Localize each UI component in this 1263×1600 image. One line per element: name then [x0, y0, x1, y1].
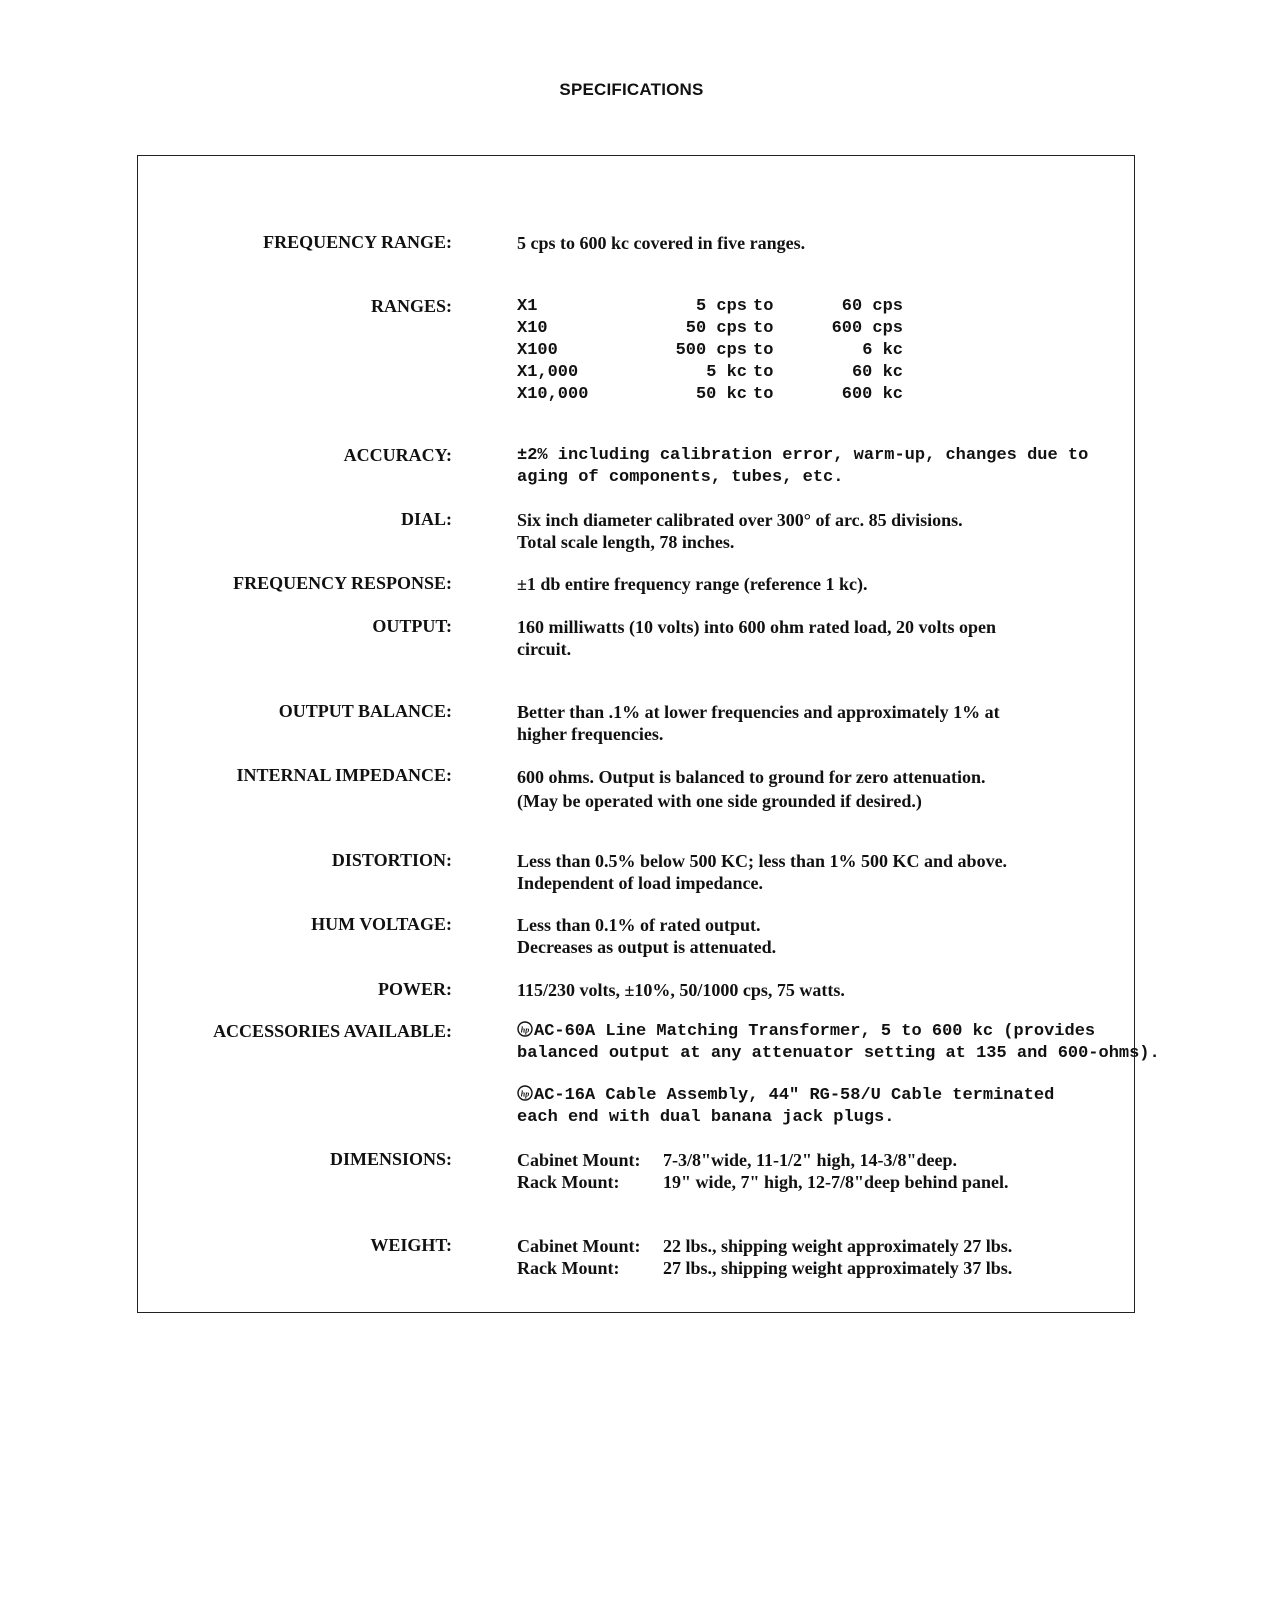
spec-value-line	[517, 1235, 1117, 1257]
spec-value	[517, 914, 1117, 958]
spec-label: DISTORTION:	[331, 850, 452, 870]
range-multiplier: X10	[517, 319, 548, 338]
range-to: to	[753, 363, 774, 382]
spec-value	[517, 850, 1117, 894]
spec-value-line: 160 milliwatts (10 volts) into 600 ohm rated load, 20 volts open	[517, 617, 996, 637]
spec-label: ACCURACY:	[343, 445, 452, 465]
spec-value-line	[517, 1021, 1127, 1043]
ranges-table	[517, 296, 903, 406]
range-high: 60 kc	[851, 363, 903, 382]
spec-label: ACCESSORIES AVAILABLE:	[213, 1021, 452, 1041]
range-to: to	[753, 319, 774, 338]
range-multiplier: X10,000	[517, 385, 589, 404]
spec-label: WEIGHT:	[370, 1235, 452, 1255]
page-title: SPECIFICATIONS	[559, 80, 704, 99]
hp-logo-icon	[517, 1085, 533, 1101]
spec-value-line: circuit.	[517, 639, 572, 659]
spec-value-line: ±2% including calibration error, warm-up, changes due to	[517, 446, 1089, 465]
accessory-text: AC-60A Line Matching Transformer, 5 to 600 kc (provides	[534, 1022, 1096, 1041]
spec-value-line: each end with dual banana jack plugs.	[517, 1108, 895, 1127]
spec-value	[517, 616, 1117, 660]
spec-value	[517, 232, 1117, 254]
range-row	[517, 362, 903, 384]
spec-label: OUTPUT BALANCE:	[278, 701, 452, 721]
spec-value-line: Less than 0.1% of rated output.	[517, 915, 761, 935]
mount-value: 7-3/8"wide, 11-1/2" high, 14-3/8"deep.	[663, 1150, 957, 1170]
spec-value	[517, 1149, 1117, 1193]
spec-value-line	[517, 1257, 1117, 1279]
mount-value: 22 lbs., shipping weight approximately 27 lbs.	[663, 1236, 1013, 1256]
spec-label: INTERNAL IMPEDANCE:	[236, 765, 452, 785]
spec-value-line	[517, 1171, 1117, 1193]
spec-value	[517, 445, 1117, 489]
spec-label: DIAL:	[400, 509, 452, 529]
mount-type: Rack Mount:	[517, 1258, 620, 1278]
spec-value-line: Total scale length, 78 inches.	[517, 532, 735, 552]
spec-value	[517, 573, 1117, 595]
spec-value-line	[517, 1149, 1117, 1171]
spec-value-line	[517, 1085, 1127, 1107]
range-to: to	[753, 385, 774, 404]
spec-value-line: 115/230 volts, ±10%, 50/1000 cps, 75 watts.	[517, 980, 845, 1000]
svg-text:hp: hp	[520, 1025, 530, 1035]
mount-type: Rack Mount:	[517, 1172, 620, 1192]
spec-value-line: higher frequencies.	[517, 724, 664, 744]
mount-type: Cabinet Mount:	[517, 1150, 641, 1170]
mount-type: Cabinet Mount:	[517, 1236, 641, 1256]
spec-label: DIMENSIONS:	[329, 1149, 452, 1169]
range-multiplier: X100	[517, 341, 558, 360]
spec-value	[517, 765, 1117, 813]
range-low: 50 kc	[695, 385, 747, 404]
range-low: 50 cps	[685, 319, 747, 338]
spec-label: OUTPUT:	[372, 616, 452, 636]
spec-label: POWER:	[378, 979, 452, 999]
range-low: 5 cps	[695, 297, 747, 316]
spec-value	[517, 1021, 1160, 1129]
spec-value-line: 5 cps to 600 kc covered in five ranges.	[517, 233, 806, 253]
spec-value	[517, 979, 1117, 1001]
spec-value-line: 600 ohms. Output is balanced to ground for zero attenuation.	[517, 767, 986, 787]
spec-value-line: (May be operated with one side grounded if desired.)	[517, 791, 922, 811]
spec-label: HUM VOLTAGE:	[311, 914, 452, 934]
range-row	[517, 296, 903, 318]
range-low: 500 cps	[675, 341, 747, 360]
spacer	[517, 1065, 1127, 1085]
range-high: 600 cps	[831, 319, 903, 338]
spec-value-line: ±1 db entire frequency range (reference 1 kc).	[517, 574, 868, 594]
range-high: 60 cps	[841, 297, 903, 316]
spec-value-line: Decreases as output is attenuated.	[517, 937, 777, 957]
range-to: to	[753, 341, 774, 360]
range-row	[517, 318, 903, 340]
spec-value	[517, 701, 1117, 745]
spec-label: FREQUENCY RESPONSE:	[233, 573, 452, 593]
mount-value: 19" wide, 7" high, 12-7/8"deep behind panel.	[663, 1172, 1009, 1192]
hp-logo-icon	[517, 1021, 533, 1037]
spec-value-line: aging of components, tubes, etc.	[517, 468, 844, 487]
range-high: 6 kc	[862, 341, 903, 360]
mount-value: 27 lbs., shipping weight approximately 37 lbs.	[663, 1258, 1013, 1278]
range-multiplier: X1	[517, 297, 538, 316]
svg-text:hp: hp	[520, 1089, 530, 1099]
range-low: 5 kc	[706, 363, 747, 382]
spec-value-line: Six inch diameter calibrated over 300° of arc. 85 divisions.	[517, 510, 963, 530]
spec-value-line: Better than .1% at lower frequencies and approximately 1% at	[517, 702, 1000, 722]
spec-value-line: balanced output at any attenuator setting at 135 and 600-ohms).	[517, 1044, 1160, 1063]
spec-value-line: Less than 0.5% below 500 KC; less than 1% 500 KC and above.	[517, 851, 1008, 871]
accessory-text: AC-16A Cable Assembly, 44" RG-58/U Cable terminated	[534, 1086, 1055, 1105]
spec-value	[517, 1235, 1117, 1279]
range-row	[517, 384, 903, 406]
range-row	[517, 340, 903, 362]
spec-label: RANGES:	[370, 296, 452, 316]
spec-value	[517, 509, 1117, 553]
spec-value-line: Independent of load impedance.	[517, 873, 764, 893]
range-multiplier: X1,000	[517, 363, 579, 382]
range-high: 600 kc	[841, 385, 903, 404]
spec-label: FREQUENCY RANGE:	[263, 232, 452, 252]
range-to: to	[753, 297, 774, 316]
ranges-table-wrap	[517, 296, 1117, 406]
